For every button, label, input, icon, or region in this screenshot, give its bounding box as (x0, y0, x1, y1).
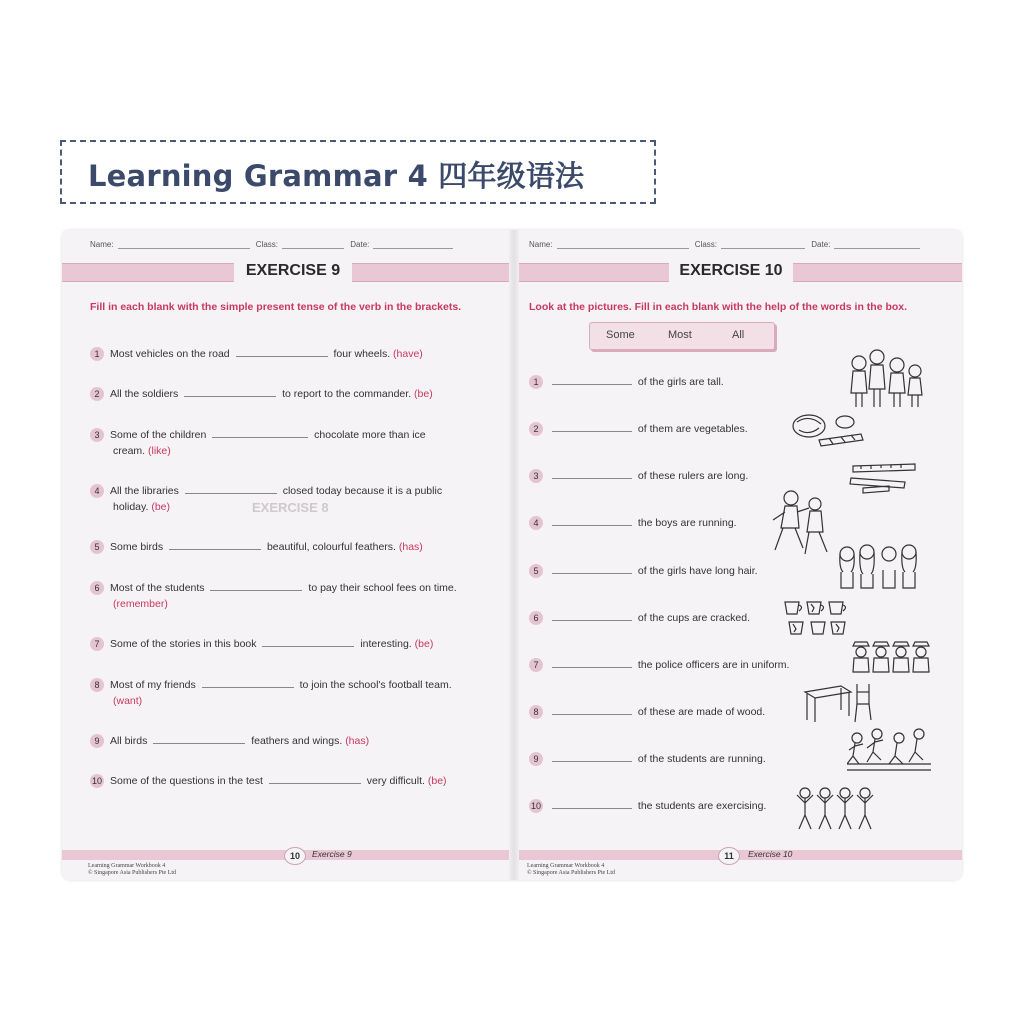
question-10: 10 Some of the questions in the test very difficult. (be) (91, 775, 447, 787)
word-box (589, 322, 775, 350)
question-9: 9 of the students are running. (529, 751, 766, 767)
question-1: 1 Most vehicles on the road four wheels. (have) (90, 346, 423, 362)
question-number: 9 (529, 752, 543, 766)
answer-blank[interactable] (212, 427, 308, 438)
left-page (62, 230, 509, 880)
question-number: 4 (90, 484, 104, 498)
page-title: Learning Grammar 4 四年级语法 (88, 159, 585, 193)
question-number: 5 (90, 540, 104, 554)
word-option: Some (606, 329, 635, 341)
title-box (60, 140, 656, 204)
question-9: 9 All birds feathers and wings. (has) (90, 733, 369, 749)
question-4: 4 All the libraries closed today because it is a public holiday. (be) (90, 483, 500, 515)
name-label: Name: (529, 240, 553, 249)
students-exercising-picture (795, 783, 875, 833)
answer-blank[interactable] (552, 704, 632, 715)
verb-hint: (be) (427, 775, 447, 787)
question-number: 10 (530, 801, 541, 812)
question-number: 1 (90, 347, 104, 361)
answer-blank[interactable] (202, 677, 294, 688)
date-label: Date: (350, 240, 370, 249)
answer-blank[interactable] (210, 580, 302, 591)
answer-blank[interactable] (552, 468, 632, 479)
question-1: 1 of the girls are tall. (529, 374, 724, 390)
question-4: 4 the boys are running. (529, 515, 737, 531)
question-number: 7 (90, 637, 104, 651)
question-3: 3 of these rulers are long. (529, 468, 748, 484)
question-number: 9 (90, 734, 104, 748)
question-number: 10 (91, 776, 102, 787)
footer-band (519, 850, 962, 860)
question-3: 3 Some of the children chocolate more than ice cream. (like) (90, 427, 500, 459)
girls-hair-picture (837, 542, 921, 590)
publisher-info: Learning Grammar Workbook 4 © Singapore Asia Publishers Pte Ltd (88, 863, 177, 876)
question-number: 8 (529, 705, 543, 719)
workbook-spread (62, 230, 962, 880)
class-label: Class: (255, 240, 279, 249)
answer-blank[interactable] (552, 374, 632, 385)
question-7: 7 the police officers are in uniform. (529, 657, 789, 673)
answer-blank[interactable] (552, 657, 632, 668)
exercise-instruction: Fill in each blank with the simple present tense of the verb in the brackets. (90, 301, 462, 313)
publisher-info: Learning Grammar Workbook 4 © Singapore Asia Publishers Pte Ltd (527, 863, 616, 876)
answer-blank[interactable] (552, 751, 632, 762)
answer-blank[interactable] (185, 483, 277, 494)
answer-blank[interactable] (552, 798, 632, 809)
verb-hint: (be) (414, 388, 433, 400)
verb-hint: (remember) (113, 598, 168, 610)
date-label: Date: (811, 240, 831, 249)
verb-hint: (want) (113, 695, 143, 707)
question-number: 3 (529, 469, 543, 483)
page-number: 11 (718, 847, 740, 865)
question-6: 6 of the cups are cracked. (529, 610, 750, 626)
name-label: Name: (90, 240, 114, 249)
question-number: 4 (529, 516, 543, 530)
rulers-picture (849, 462, 919, 494)
answer-blank[interactable] (262, 636, 354, 647)
answer-blank[interactable] (552, 610, 632, 621)
question-number: 6 (90, 581, 104, 595)
question-5: 5 Some birds beautiful, colourful feathers. (has) (90, 539, 423, 555)
question-number: 3 (90, 428, 104, 442)
question-number: 5 (529, 564, 543, 578)
verb-hint: (have) (393, 348, 423, 360)
exercise-title: EXERCISE 10 (669, 260, 793, 282)
question-number: 1 (529, 375, 543, 389)
class-label: Class: (694, 240, 718, 249)
bleed-through-text: EXERCISE 8 (252, 500, 329, 515)
furniture-picture (801, 682, 873, 724)
exercise-instruction: Look at the pictures. Fill in each blank with the help of the words in the box. (529, 301, 908, 313)
boys-running-picture (769, 488, 833, 560)
answer-blank[interactable] (552, 563, 632, 574)
verb-hint: (be) (151, 501, 171, 513)
question-10: 10 the students are exercising. (530, 800, 767, 812)
students-running-picture (847, 726, 931, 776)
question-8: 8 of these are made of wood. (529, 704, 765, 720)
question-8: 8 Most of my friends to join the school's football team. (want) (90, 677, 500, 709)
answer-blank[interactable] (269, 773, 361, 784)
verb-hint: (be) (414, 638, 434, 650)
verb-hint: (like) (148, 445, 171, 457)
book-spine (509, 230, 519, 880)
footer-exercise: Exercise 9 (312, 849, 352, 859)
cups-picture (781, 598, 851, 642)
question-number: 6 (529, 611, 543, 625)
question-number: 8 (90, 678, 104, 692)
answer-blank[interactable] (153, 733, 245, 744)
footer-exercise: Exercise 10 (748, 849, 793, 859)
verb-hint: (has) (345, 735, 370, 747)
answer-blank[interactable] (552, 515, 632, 526)
page-number: 10 (284, 847, 306, 865)
answer-blank[interactable] (184, 386, 276, 397)
answer-blank[interactable] (169, 539, 261, 550)
question-6: 6 Most of the students to pay their school fees on time. (remember) (90, 580, 500, 612)
girls-picture (847, 345, 927, 411)
answer-blank[interactable] (236, 346, 328, 357)
exercise-title: EXERCISE 9 (234, 260, 352, 282)
word-option: Most (668, 329, 692, 341)
vegetables-picture (789, 410, 867, 452)
question-5: 5 of the girls have long hair. (529, 563, 758, 579)
question-number: 2 (529, 422, 543, 436)
question-2: 2 of them are vegetables. (529, 421, 748, 437)
right-page (519, 230, 962, 880)
answer-blank[interactable] (552, 421, 632, 432)
word-option: All (732, 329, 745, 341)
question-number: 7 (529, 658, 543, 672)
question-number: 2 (90, 387, 104, 401)
question-7: 7 Some of the stories in this book interesting. (be) (90, 636, 433, 652)
verb-hint: (has) (398, 541, 423, 553)
police-picture (851, 638, 931, 674)
question-2: 2 All the soldiers to report to the commander. (be) (90, 386, 433, 402)
